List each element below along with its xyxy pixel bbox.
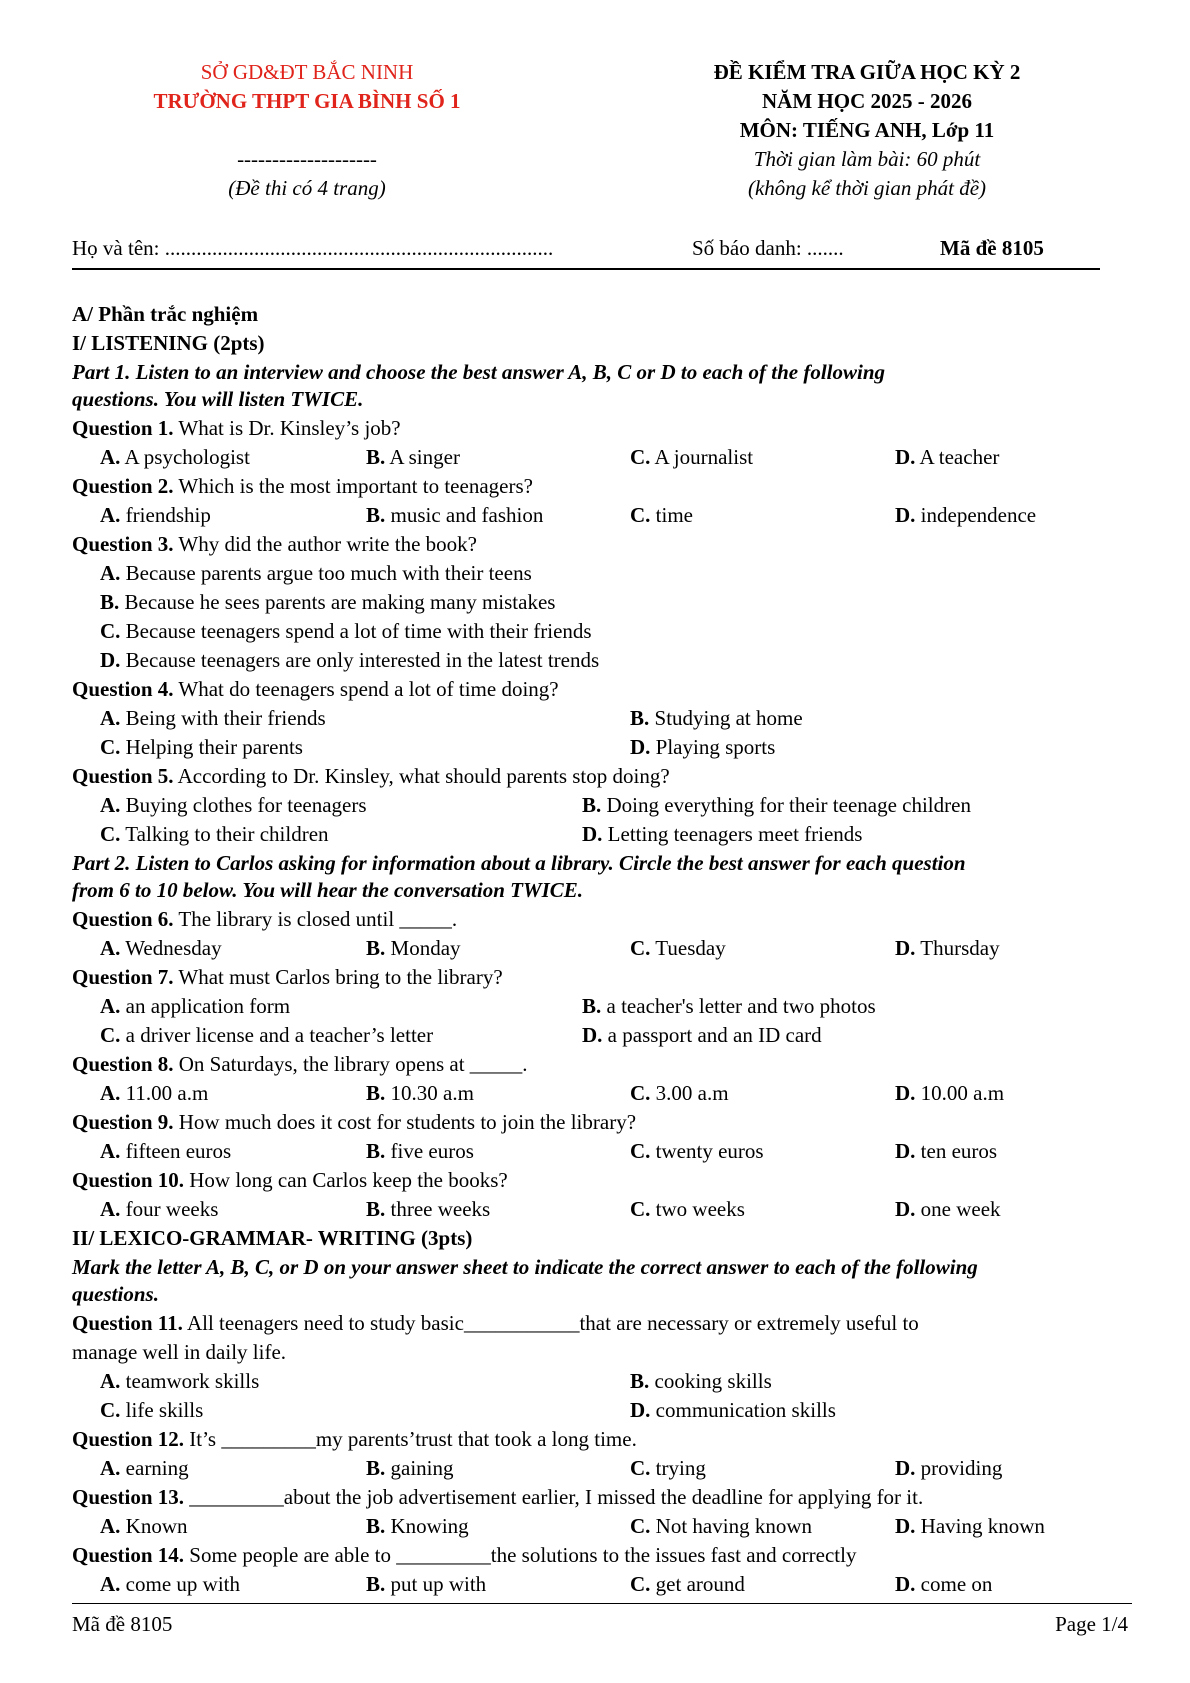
- option-b[interactable]: B. Knowing: [366, 1514, 469, 1538]
- option-a[interactable]: A. A psychologist: [100, 445, 250, 469]
- question-3-option-a[interactable]: A. Because parents argue too much with their teens: [100, 561, 532, 585]
- exam-title: ĐỀ KIỂM TRA GIỮA HỌC KỲ 2: [713, 60, 1021, 84]
- time-note: (không kể thời gian phát đề): [747, 176, 987, 200]
- question-10: Question 10. How long can Carlos keep the books?: [72, 1168, 508, 1192]
- option-b[interactable]: B. Studying at home: [630, 706, 803, 730]
- question-13: Question 13. _________about the job advertisement earlier, I missed the deadline for applying for it.: [72, 1485, 924, 1509]
- question-6: Question 6. The library is closed until _____.: [72, 907, 458, 931]
- option-b[interactable]: B. Doing everything for their teenage children: [582, 793, 971, 817]
- part2-instruction: Part 2. Listen to Carlos asking for information about a library. Circle the best answer for each question: [72, 851, 966, 875]
- option-c[interactable]: C. Talking to their children: [100, 822, 329, 846]
- question-3-option-c[interactable]: C. Because teenagers spend a lot of time with their friends: [100, 619, 592, 643]
- time-limit: Thời gian làm bài: 60 phút: [753, 147, 981, 171]
- option-a[interactable]: A. 11.00 a.m: [100, 1081, 209, 1105]
- page-number: Page 1/4: [1055, 1612, 1128, 1636]
- separator-dashes: --------------------: [237, 147, 377, 171]
- option-c[interactable]: C. trying: [630, 1456, 706, 1480]
- option-d[interactable]: D. providing: [895, 1456, 1003, 1480]
- option-d[interactable]: D. communication skills: [630, 1398, 836, 1422]
- page-footer: [72, 1603, 1132, 1644]
- option-a[interactable]: A. come up with: [100, 1572, 240, 1596]
- header-right: [632, 58, 1102, 203]
- option-a[interactable]: A. Being with their friends: [100, 706, 326, 730]
- option-c[interactable]: C. a driver license and a teacher’s letter: [100, 1023, 434, 1047]
- option-d[interactable]: D. a passport and an ID card: [582, 1023, 822, 1047]
- option-b[interactable]: B. cooking skills: [630, 1369, 772, 1393]
- question-6-options: [72, 934, 1132, 963]
- question-5-options-row1: [72, 791, 1132, 820]
- option-a[interactable]: A. Buying clothes for teenagers: [100, 793, 367, 817]
- listening-heading: I/ LISTENING (2pts): [72, 331, 265, 355]
- option-c[interactable]: C. time: [630, 503, 693, 527]
- option-b[interactable]: B. three weeks: [366, 1197, 491, 1221]
- part1-instruction: Part 1. Listen to an interview and choose the best answer A, B, C or D to each of the following: [72, 360, 886, 384]
- subject: MÔN: TIẾNG ANH, Lớp 11: [739, 118, 995, 142]
- option-b[interactable]: B. A singer: [366, 445, 460, 469]
- student-id-field[interactable]: Số báo danh: .......: [692, 236, 844, 260]
- question-7-options-row1: [72, 992, 1132, 1021]
- option-c[interactable]: C. Tuesday: [630, 936, 726, 960]
- option-a[interactable]: A. Known: [100, 1514, 188, 1538]
- question-3-option-b[interactable]: B. Because he sees parents are making many mistakes: [100, 590, 556, 614]
- question-13-options: [72, 1512, 1132, 1541]
- part1-instruction-cont: questions. You will listen TWICE.: [72, 387, 364, 411]
- option-c[interactable]: C. Helping their parents: [100, 735, 303, 759]
- option-a[interactable]: A. Wednesday: [100, 936, 222, 960]
- option-c[interactable]: C. two weeks: [630, 1197, 745, 1221]
- name-field[interactable]: Họ và tên: ..........................................................................: [72, 236, 554, 260]
- option-b[interactable]: B. 10.30 a.m: [366, 1081, 474, 1105]
- question-3-option-d[interactable]: D. Because teenagers are only interested in the latest trends: [100, 648, 600, 672]
- option-a[interactable]: A. an application form: [100, 994, 291, 1018]
- option-c[interactable]: C. A journalist: [630, 445, 754, 469]
- question-11-options-row2: [72, 1396, 1132, 1425]
- question-1-options: [72, 443, 1132, 472]
- question-7-options-row2: [72, 1021, 1132, 1050]
- footer-exam-code: Mã đề 8105: [72, 1612, 173, 1636]
- school-year: NĂM HỌC 2025 - 2026: [762, 89, 972, 113]
- option-d[interactable]: D. ten euros: [895, 1139, 998, 1163]
- question-4-options-row1: [72, 704, 1132, 733]
- option-b[interactable]: B. a teacher's letter and two photos: [582, 994, 876, 1018]
- question-8: Question 8. On Saturdays, the library opens at _____.: [72, 1052, 528, 1076]
- question-11-options-row1: [72, 1367, 1132, 1396]
- option-b[interactable]: B. Monday: [366, 936, 461, 960]
- option-d[interactable]: D. Having known: [895, 1514, 1045, 1538]
- question-5: Question 5. According to Dr. Kinsley, what should parents stop doing?: [72, 764, 670, 788]
- student-info-line: [72, 236, 1100, 270]
- option-a[interactable]: A. fifteen euros: [100, 1139, 232, 1163]
- mark-instruction-cont: questions.: [72, 1282, 159, 1306]
- option-c[interactable]: C. Not having known: [630, 1514, 812, 1538]
- option-c[interactable]: C. get around: [630, 1572, 745, 1596]
- question-9: Question 9. How much does it cost for students to join the library?: [72, 1110, 637, 1134]
- option-d[interactable]: D. come on: [895, 1572, 993, 1596]
- option-a[interactable]: A. friendship: [100, 503, 211, 527]
- option-d[interactable]: D. A teacher: [895, 445, 1000, 469]
- question-4: Question 4. What do teenagers spend a lot of time doing?: [72, 677, 559, 701]
- option-d[interactable]: D. Thursday: [895, 936, 1000, 960]
- option-b[interactable]: B. gaining: [366, 1456, 454, 1480]
- exam-code: Mã đề 8105: [940, 236, 1044, 260]
- exam-content: [72, 300, 1132, 1599]
- option-c[interactable]: C. twenty euros: [630, 1139, 764, 1163]
- option-b[interactable]: B. five euros: [366, 1139, 474, 1163]
- pages-note: (Đề thi có 4 trang): [228, 176, 386, 200]
- option-c[interactable]: C. life skills: [100, 1398, 204, 1422]
- question-1: Question 1. What is Dr. Kinsley’s job?: [72, 416, 401, 440]
- option-d[interactable]: D. 10.00 a.m: [895, 1081, 1005, 1105]
- question-8-options: [72, 1079, 1132, 1108]
- mark-instruction: Mark the letter A, B, C, or D on your answer sheet to indicate the correct answer to each of the following: [72, 1255, 978, 1279]
- question-12: Question 12. It’s _________my parents’trust that took a long time.: [72, 1427, 637, 1451]
- question-11-cont: manage well in daily life.: [72, 1340, 287, 1364]
- option-d[interactable]: D. Letting teenagers meet friends: [582, 822, 863, 846]
- question-10-options: [72, 1195, 1132, 1224]
- option-a[interactable]: A. earning: [100, 1456, 189, 1480]
- option-b[interactable]: B. put up with: [366, 1572, 487, 1596]
- option-a[interactable]: A. teamwork skills: [100, 1369, 260, 1393]
- part-a-heading: A/ Phần trắc nghiệm: [72, 302, 259, 326]
- question-14: Question 14. Some people are able to _________the solutions to the issues fast and correctly: [72, 1543, 857, 1567]
- lexico-grammar-heading: II/ LEXICO-GRAMMAR- WRITING (3pts): [72, 1226, 473, 1250]
- question-7: Question 7. What must Carlos bring to the library?: [72, 965, 503, 989]
- question-3: Question 3. Why did the author write the book?: [72, 532, 477, 556]
- question-2: Question 2. Which is the most important to teenagers?: [72, 474, 533, 498]
- question-12-options: [72, 1454, 1132, 1483]
- question-4-options-row2: [72, 733, 1132, 762]
- department-name: SỞ GD&ĐT BẮC NINH: [200, 60, 414, 84]
- school-name: TRƯỜNG THPT GIA BÌNH SỐ 1: [153, 89, 461, 113]
- question-9-options: [72, 1137, 1132, 1166]
- option-d[interactable]: D. Playing sports: [630, 735, 776, 759]
- header: [72, 58, 1132, 208]
- header-left: [72, 58, 542, 203]
- question-11: Question 11. All teenagers need to study basic___________that are necessary or extremely useful to: [72, 1311, 919, 1335]
- option-c[interactable]: C. 3.00 a.m: [630, 1081, 729, 1105]
- part2-instruction-cont: from 6 to 10 below. You will hear the conversation TWICE.: [72, 878, 584, 902]
- option-a[interactable]: A. four weeks: [100, 1197, 219, 1221]
- question-14-options: [72, 1570, 1132, 1599]
- question-5-options-row2: [72, 820, 1132, 849]
- option-d[interactable]: D. one week: [895, 1197, 1001, 1221]
- question-2-options: [72, 501, 1132, 530]
- option-b[interactable]: B. music and fashion: [366, 503, 544, 527]
- option-d[interactable]: D. independence: [895, 503, 1037, 527]
